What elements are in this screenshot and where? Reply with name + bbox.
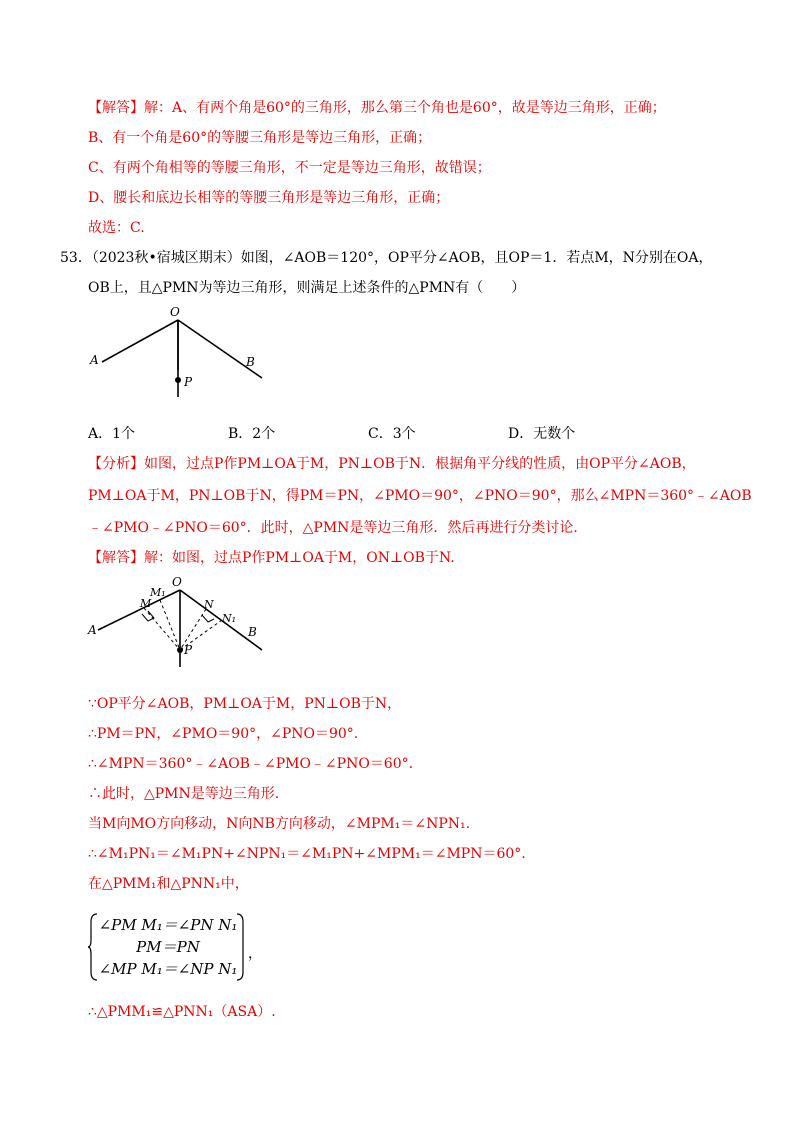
- question-line-2: OB上，且△PMN为等边三角形，则满足上述条件的△PMN有（ ）: [88, 280, 526, 296]
- sol-label-o: O: [172, 575, 182, 589]
- solution-step-4: ∴此时，△PMN是等边三角形.: [88, 786, 280, 802]
- sol-label-n1: N₁: [222, 612, 237, 625]
- answer-line-4: D、腰长和底边长相等的等腰三角形是等边三角形，正确；: [88, 190, 450, 206]
- label-o: O: [170, 305, 180, 319]
- analysis-line-1: 【分析】如图，过点P作PM⊥OA于M，PN⊥OB于N．根据角平分线的性质，由OP平分∠AOB，: [88, 456, 696, 472]
- solution-step-2: ∴PM＝PN，∠PMO＝90°，∠PNO＝90°.: [88, 726, 359, 742]
- label-p: P: [184, 375, 193, 389]
- equation-row-2: PM＝PN: [136, 938, 200, 956]
- sol-label-p: P: [184, 643, 193, 657]
- solution-step-8: ∴△PMM₁≌△PNN₁（ASA）.: [88, 1004, 276, 1020]
- equation-row-1: ∠PM M₁＝∠PN N₁: [98, 916, 238, 934]
- equation-row-3: ∠MP M₁＝∠NP N₁: [98, 960, 238, 978]
- solution-step-1: ∵OP平分∠AOB，PM⊥OA于M，PN⊥OB于N，: [88, 696, 402, 712]
- answer-line-5: 故选：C.: [88, 220, 145, 236]
- solution-step-3: ∴∠MPN＝360°﹣∠AOB﹣∠PMO﹣∠PNO＝60°.: [88, 756, 414, 772]
- analysis-line-2: PM⊥OA于M，PN⊥OB于N，得PM＝PN，∠PMO＝90°，∠PNO＝90°，那么∠MPN＝360°﹣∠AOB: [88, 488, 752, 504]
- sol-point-p: [177, 647, 183, 653]
- sol-label-a: A: [88, 623, 97, 637]
- sol-label-m1: M₁: [150, 586, 166, 599]
- angle-figure-lower: [86, 300, 276, 400]
- option-a[interactable]: A．1个: [88, 426, 136, 442]
- sol-label-n: N: [204, 598, 214, 611]
- option-c[interactable]: C．3个: [368, 426, 416, 442]
- option-d[interactable]: D．无数个: [508, 426, 576, 442]
- dash-pm: [144, 608, 180, 650]
- answer-line-1: 【解答】解：A、有两个角是60°的三角形，那么第三个角也是60°，故是等边三角形，正确；: [88, 100, 666, 116]
- equation-comma: ，: [248, 946, 262, 962]
- sol-ray-oa: [98, 590, 180, 630]
- answer-line-2: B、有一个角是60°的等腰三角形是等边三角形，正确；: [88, 130, 432, 146]
- solution-step-6: ∴∠M₁PN₁＝∠M₁PN+∠NPN₁＝∠M₁PN+∠MPM₁＝∠MPN＝60°.: [88, 846, 526, 862]
- solution-step-7: 在△PMM₁和△PNN₁中，: [88, 876, 249, 892]
- solution-line-1: 【解答】解：如图，过点P作PM⊥OA于M，ON⊥OB于N.: [88, 550, 455, 566]
- analysis-line-3: ﹣∠PMO﹣∠PNO＝60°．此时，△PMN是等边三角形．然后再进行分类讨论．: [88, 520, 588, 536]
- option-b[interactable]: B．2个: [228, 426, 276, 442]
- left-brace: [88, 912, 98, 982]
- right-angle-n: [202, 615, 214, 622]
- equation-system: [88, 912, 248, 982]
- dash-pm1: [160, 600, 180, 650]
- point-p-dot: [175, 377, 181, 383]
- label-b: B: [246, 355, 255, 369]
- label-a: A: [90, 353, 99, 367]
- answer-line-3: C、有两个角相等的等腰三角形，不一定是等边三角形，故错误；: [88, 160, 491, 176]
- question-line-1: 53．（2023秋•宿城区期末）如图，∠AOB＝120°，OP平分∠AOB，且OP＝1．若点M，N分别在OA，: [60, 250, 713, 266]
- right-brace: [236, 912, 246, 982]
- sol-label-b: B: [248, 625, 257, 639]
- sol-label-m: M: [140, 597, 152, 610]
- solution-step-5: 当M向MO方向移动，N向NB方向移动，∠MPM₁＝∠NPN₁.: [88, 816, 471, 832]
- solution-figure: [86, 570, 276, 670]
